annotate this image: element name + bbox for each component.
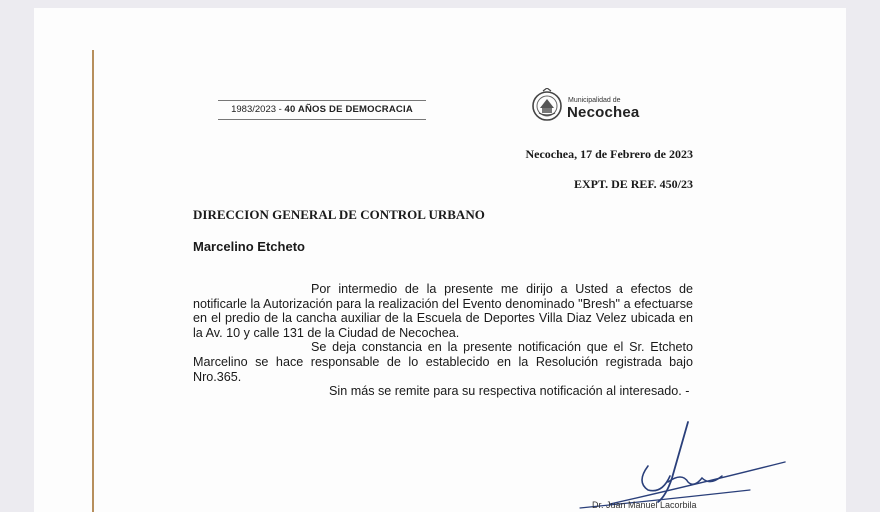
margin-line xyxy=(92,50,94,512)
signatory-name: Dr. Juan Manuel Lacorbila xyxy=(592,500,697,510)
paragraph-1: Por intermedio de la presente me dirijo a Usted a efectos de notificarle la Autorización para la realización del Evento denominado "Bresh" a efectuarse en el predio de la cancha auxiliar de la Escuela de Deportes Villa Diaz Velez ubicada en la Av. 10 y calle 131 de la Ciudad de Necochea. xyxy=(193,282,693,340)
recipient-name: Marcelino Etcheto xyxy=(193,239,305,254)
paragraph-2: Se deja constancia en la presente notificación que el Sr. Etcheto Marcelino se hace responsable de lo establecido en la Resolución registrada bajo Nro.365. xyxy=(193,340,693,384)
banner-text: 40 AÑOS DE DEMOCRACIA xyxy=(284,104,413,115)
municipality-logo xyxy=(531,88,671,124)
banner-years: 1983/2023 - xyxy=(231,104,285,115)
logo-subtitle: Municipalidad de xyxy=(568,97,621,104)
paragraph-3: Sin más se remite para su respectiva notificación al interesado. - xyxy=(329,384,690,399)
place-date: Necochea, 17 de Febrero de 2023 xyxy=(525,147,693,161)
logo-title: Necochea xyxy=(567,104,640,121)
municipal-seal-icon xyxy=(531,88,563,124)
department-heading: DIRECCION GENERAL DE CONTROL URBANO xyxy=(193,207,485,222)
democracy-banner xyxy=(218,100,426,120)
reference-number: EXPT. DE REF. 450/23 xyxy=(573,177,693,191)
handwritten-signature xyxy=(570,416,790,512)
letter-body xyxy=(193,282,693,399)
